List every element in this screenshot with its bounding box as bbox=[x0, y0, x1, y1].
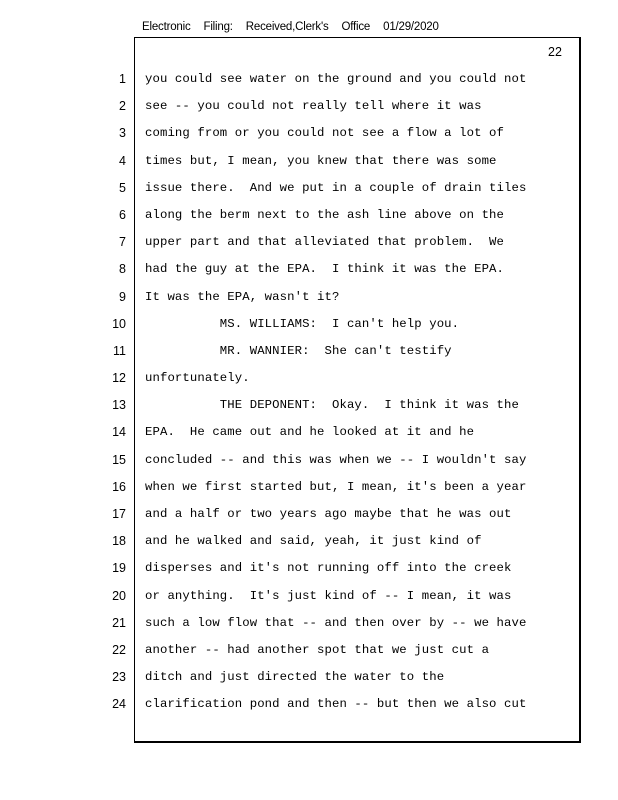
transcript-line: MR. WANNIER: She can't testify bbox=[145, 343, 452, 358]
transcript-line: and a half or two years ago maybe that he was out bbox=[145, 507, 512, 521]
line-number: 9 bbox=[119, 289, 126, 304]
line-number: 8 bbox=[119, 262, 126, 277]
line-number: 7 bbox=[119, 235, 126, 250]
transcript-line: ditch and just directed the water to the bbox=[145, 670, 445, 685]
line-number: 17 bbox=[112, 507, 126, 521]
line-number: 20 bbox=[112, 588, 126, 603]
line-number: 6 bbox=[119, 207, 126, 222]
transcript-line: see -- you could not really tell where it was bbox=[145, 99, 482, 114]
transcript-line: along the berm next to the ash line above on the bbox=[145, 207, 505, 222]
line-number: 4 bbox=[119, 153, 126, 168]
transcript-line: and he walked and said, yeah, it just kind of bbox=[145, 534, 482, 549]
line-number: 16 bbox=[112, 479, 126, 494]
transcript-line: upper part and that alleviated that problem. We bbox=[145, 235, 505, 250]
transcript-line: It was the EPA, wasn't it? bbox=[145, 289, 340, 304]
transcript-line: such a low flow that -- and then over by -- we have bbox=[145, 615, 527, 630]
line-number: 12 bbox=[112, 371, 126, 386]
stamp-filing: Filing: bbox=[203, 21, 233, 33]
transcript-line: THE DEPONENT: Okay. I think it was the bbox=[145, 398, 519, 413]
line-number: 1 bbox=[119, 72, 126, 86]
line-number: 18 bbox=[112, 534, 126, 549]
transcript-line: disperses and it's not running off into the creek bbox=[145, 561, 512, 576]
transcript-line: unfortunately. bbox=[145, 371, 250, 386]
stamp-received: Received,Clerk's bbox=[245, 21, 329, 33]
line-number: 11 bbox=[113, 343, 126, 358]
line-number: 13 bbox=[112, 398, 126, 413]
line-number: 15 bbox=[112, 452, 126, 467]
line-number: 3 bbox=[119, 126, 126, 141]
transcript-line: issue there. And we put in a couple of drain tiles bbox=[145, 180, 527, 195]
transcript-line: you could see water on the ground and you could not bbox=[145, 72, 527, 86]
line-number: 2 bbox=[119, 99, 126, 114]
stamp-date: 01/29/2020 bbox=[383, 21, 439, 33]
transcript-line: clarification pond and then -- but then we also cut bbox=[145, 697, 527, 712]
transcript-line: EPA. He came out and he looked at it and he bbox=[145, 425, 475, 440]
transcript-line: concluded -- and this was when we -- I wouldn't say bbox=[145, 452, 527, 467]
line-number: 24 bbox=[112, 697, 126, 712]
line-number: 23 bbox=[112, 670, 126, 685]
transcript-line: when we first started but, I mean, it's been a year bbox=[145, 479, 527, 494]
line-number: 5 bbox=[119, 180, 126, 195]
transcript-line: or anything. It's just kind of -- I mean, it was bbox=[145, 588, 512, 603]
transcript-line: MS. WILLIAMS: I can't help you. bbox=[145, 316, 460, 331]
transcript-line: another -- had another spot that we just cut a bbox=[145, 642, 490, 657]
line-number: 14 bbox=[112, 425, 126, 440]
filing-stamp bbox=[142, 21, 449, 33]
transcript-line: times but, I mean, you knew that there was some bbox=[145, 153, 497, 168]
transcript-line: had the guy at the EPA. I think it was the EPA. bbox=[145, 262, 505, 277]
stamp-office: Office bbox=[341, 21, 371, 33]
line-number: 21 bbox=[112, 615, 126, 630]
line-number-column bbox=[96, 70, 126, 723]
page-number: 22 bbox=[548, 45, 562, 59]
stamp-electronic: Electronic bbox=[142, 21, 191, 33]
line-number: 19 bbox=[112, 561, 126, 576]
line-number: 10 bbox=[112, 316, 126, 331]
line-number: 22 bbox=[112, 642, 126, 657]
transcript-body bbox=[145, 70, 575, 723]
transcript-line: coming from or you could not see a flow a lot of bbox=[145, 126, 505, 141]
